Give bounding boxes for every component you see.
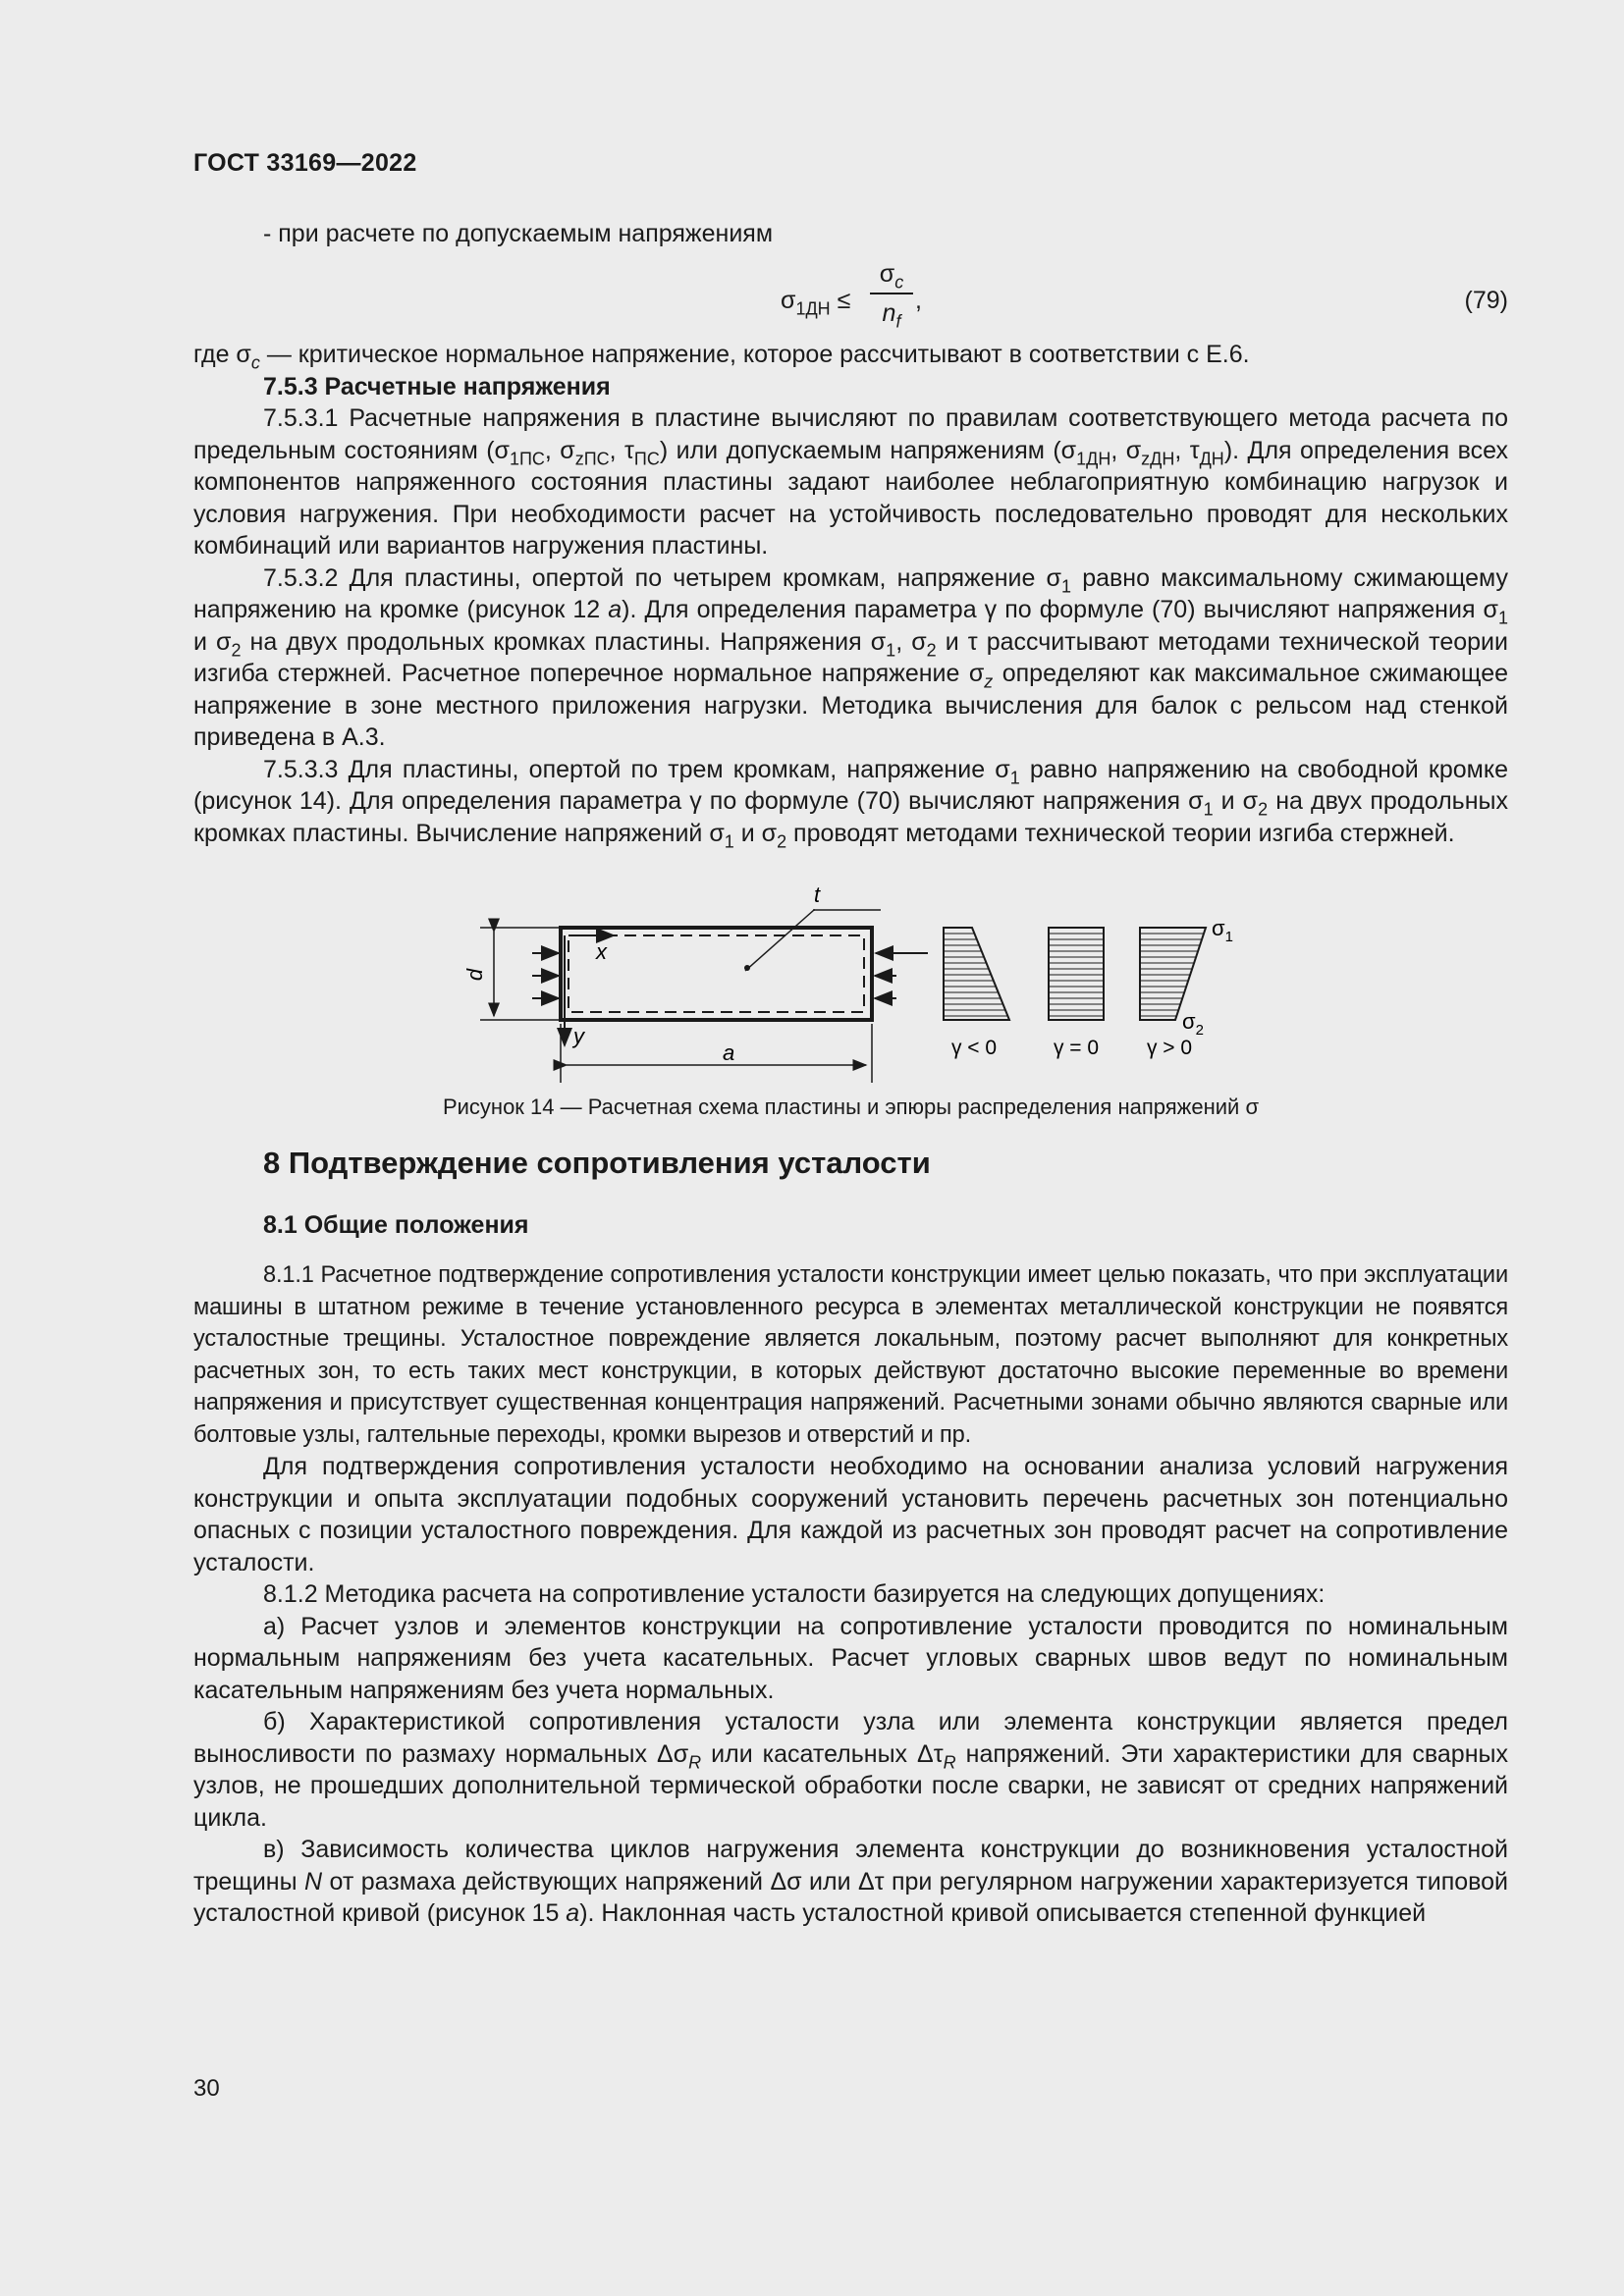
label-sigma1: $\sigma_1$ — [1212, 916, 1233, 945]
plate-drawing — [480, 910, 928, 1083]
epure-gamma-zero — [1049, 928, 1104, 1020]
epure-gamma-positive — [1140, 928, 1206, 1020]
epure-label-2: γ = 0 — [1053, 1037, 1100, 1059]
formula-79: $\sigma_{1ДН}$ ≤ $\sigma_c$ $n_f$ , (79) — [193, 255, 1508, 339]
standard-header: ГОСТ 33169—2022 — [193, 149, 417, 177]
paragraph-8-1-2: 8.1.2 Методика расчета на сопротивление усталости базируется на следующих допущениях: — [263, 1580, 1326, 1608]
epure-gamma-negative — [944, 928, 1009, 1020]
formula-fraction: $\sigma_c$ $n_f$ — [870, 255, 913, 332]
page-content — [193, 218, 1508, 1930]
epure-label-1: γ < 0 — [950, 1037, 998, 1059]
paragraph-8-1-2-a: а) Расчет узлов и элементов конструкции на сопротивление усталости проводится по номинальным нормальным напряжениям без учета касательных. Расчет угловых сварных швов ведут по номинальным касательным напряжениям без учета нормальных. — [193, 1612, 1508, 1704]
paragraph-8-1-2-b: б) Характеристикой сопротивления усталости узла или элемента конструкции является предел выносливости по размаху нормальных $\Delta\sigma_R$ или касательных $\Delta\tau_R$ напряжений. Эти характеристики для сварных узлов, не прошедших дополнительной термической обработки после сварки, не зависят от средних напряжений цикла. — [193, 1708, 1508, 1832]
epure-label-3: γ > 0 — [1146, 1037, 1193, 1059]
paragraph-8-1-1-b: Для подтверждения сопротивления усталости необходимо на основании анализа условий нагружения конструкции и опыта эксплуатации подобных сооружений установить перечень расчетных зон потенциально опасных с позиции усталостного повреждения. Для каждой из расчетных зон проводят расчет на сопротивление усталости. — [193, 1453, 1508, 1576]
paragraph-7-5-3-3: 7.5.3.3 Для пластины, опертой по трем кромкам, напряжение $\sigma_1$ равно напряжению на свободной кромке (рисунок 14). Для определения параметра γ по формуле (70) вычисляют напряжения $\sigma_1$ и $\sigma_2$ на двух продольных кромках пластины. Вычисление напряжений $\sigma_1$ и $\sigma_2$ проводят методами технической теории изгиба стержней. — [193, 755, 1508, 851]
intro-line: - при расчете по допускаемым напряжениям — [263, 220, 774, 247]
label-d: d — [462, 968, 487, 982]
where-line: где $\sigma_c$ — критическое нормальное напряжение, которое рассчитывают в соответствии с Е.6. — [193, 341, 1250, 373]
figure-14-caption: Рисунок 14 — Расчетная схема пластины и эпюры распределения напряжений σ — [442, 1095, 1260, 1119]
formula-number: (79) — [1464, 287, 1508, 314]
label-a: a — [723, 1041, 735, 1065]
section-7-5-3-heading: 7.5.3 Расчетные напряжения — [263, 372, 611, 400]
t-point — [744, 965, 750, 971]
section-8-1-heading: 8.1 Общие положения — [263, 1211, 529, 1239]
label-t: t — [814, 882, 821, 907]
paragraph-8-1-1: 8.1.1 Расчетное подтверждение сопротивления усталости конструкции имеет целью показать, что при эксплуатации машины в штатном режиме в течение установленного ресурса в элементах металлической конструкции не появятся усталостные трещины. Усталостное повреждение является локальным, поэтому расчет выполняют для конкретных расчетных зон, то есть таких мест конструкции, в которых действуют достаточно высокие переменные во времени напряжения и присутствует существенная концентрация напряжений. Расчетными зонами обычно являются сварные или болтовые узлы, галтельные переходы, кромки вырезов и отверстий и пр. — [193, 1262, 1508, 1448]
paragraph-8-1-2-c: в) Зависимость количества циклов нагружения элемента конструкции до возникновения усталостной трещины N от размаха действующих напряжений Δσ или Δτ при регулярном нагружении характеризуется типовой усталостной кривой (рисунок 15 а). Наклонная часть усталостной кривой описывается степенной функцией — [193, 1836, 1509, 1927]
label-x: x — [596, 939, 607, 964]
label-sigma2: $\sigma_2$ — [1182, 1009, 1204, 1039]
label-y: y — [573, 1024, 584, 1048]
page-number: 30 — [193, 2075, 220, 2102]
plate-scheme-diagram — [193, 849, 1508, 1085]
epure-hatching — [944, 934, 1204, 1016]
formula-lhs: $\sigma_{1ДН}$ ≤ — [781, 287, 851, 319]
figure-14 — [193, 849, 1508, 1085]
paragraph-7-5-3-1: 7.5.3.1 Расчетные напряжения в пластине вычисляют по правилам соответствующего метода расчета по предельным состояниям ($\sigma_{1ПС}$, $\sigma_{zПС}$, $\tau_{ПС}$) или допускаемым напряжениям ($\sigma_{1ДН}$, $\sigma_{zДН}$, $\tau_{ДН}$). Для определения всех компонентов напряженного состояния пластины задают наиболее неблагоприятную комбинацию нагрузок и условия нагружения. При необходимости расчет на устойчивость последовательно проводят для нескольких комбинаций или вариантов нагружения пластины. — [193, 404, 1508, 560]
section-8-heading: 8 Подтверждение сопротивления усталости — [263, 1146, 931, 1180]
paragraph-7-5-3-2: 7.5.3.2 Для пластины, опертой по четырем кромкам, напряжение $\sigma_1$ равно максимальному сжимающему напряжению на кромке (рисунок 12 а). Для определения параметра γ по формуле (70) вычисляют напряжения $\sigma_1$ и $\sigma_2$ на двух продольных кромках пластины. Напряжения $\sigma_1$, $\sigma_2$ и τ рассчитывают методами технической теории изгиба стержней. Расчетное поперечное нормальное напряжение $\sigma_z$ определяют как максимальное сжимающее напряжение в зоне местного приложения нагрузки. Методика вычисления для балок с рельсом над стенкой приведена в А.3. — [193, 563, 1508, 751]
